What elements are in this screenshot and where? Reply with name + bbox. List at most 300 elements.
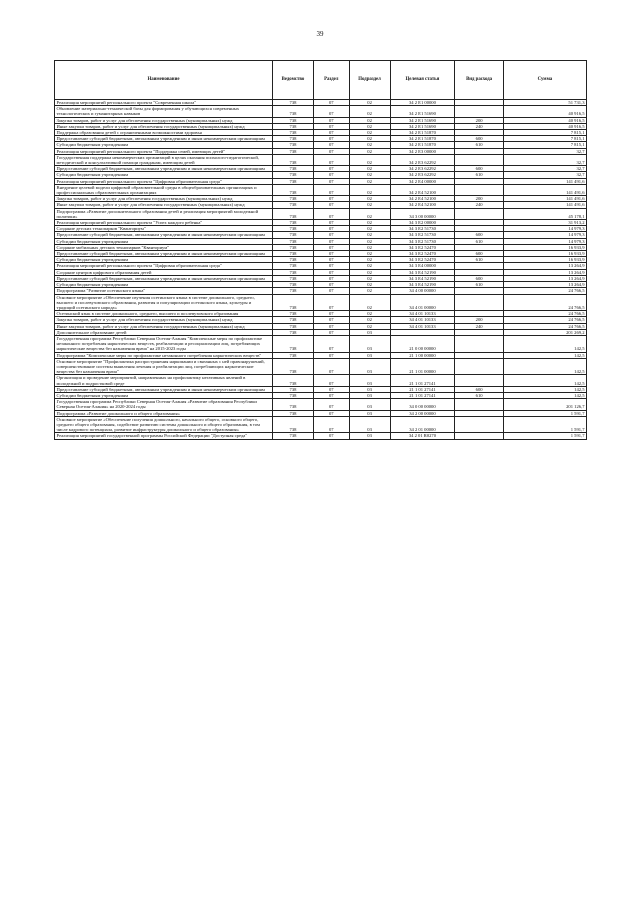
row-name: Создание центров цифрового образования детей xyxy=(55,269,273,275)
row-expense-type: 240 xyxy=(455,123,504,129)
row-target-article: 34 4 01 10133 xyxy=(390,311,455,317)
table-row xyxy=(55,154,587,165)
row-subsection: 03 xyxy=(349,352,390,358)
row-expense-type xyxy=(455,416,504,433)
row-subsection: 03 xyxy=(349,358,390,375)
header-section: Раздел xyxy=(313,61,349,100)
row-name: Подпрограмма "Комплексные меры по профилактике незаконного потребления наркотических веществ" xyxy=(55,352,273,358)
row-amount: 24 766,5 xyxy=(503,323,586,329)
row-amount: 14 979,3 xyxy=(503,226,586,232)
row-department: 738 xyxy=(272,269,313,275)
page-number: 39 xyxy=(316,30,324,38)
row-department: 738 xyxy=(272,178,313,184)
row-expense-type: 610 xyxy=(455,257,504,263)
row-section: 07 xyxy=(313,172,349,178)
row-section: 07 xyxy=(313,238,349,244)
row-section: 07 xyxy=(313,352,349,358)
row-target-article: 34 4 01 00000 xyxy=(390,294,455,311)
row-subsection: 03 xyxy=(349,416,390,433)
row-department: 738 xyxy=(272,433,313,439)
row-section: 07 xyxy=(313,226,349,232)
row-amount: 14 979,3 xyxy=(503,238,586,244)
row-name: Закупка товаров, работ и услуг для обеспечения государственных (муниципальных) нужд xyxy=(55,196,273,202)
row-target-article: 34 3 Е2 52470 xyxy=(390,244,455,250)
row-subsection: 02 xyxy=(349,232,390,238)
row-target-article: 34 2 Е4 52100 xyxy=(390,196,455,202)
row-department: 738 xyxy=(272,106,313,117)
row-section: 07 xyxy=(313,220,349,226)
row-name: Внедрение целевой модели цифровой образовательной среды в общеобразовательных организациях и профессиональных образовательных организациях xyxy=(55,184,273,195)
row-name: Субсидии бюджетным учреждениям xyxy=(55,392,273,398)
row-expense-type: 610 xyxy=(455,142,504,148)
row-name: Основное мероприятие «Обеспечение изучения осетинского языка в системе дошкольного, среднего, высшего и послевузовского образования, развития и популяризации осетинского языка, культуры и традиций осетинского народа» xyxy=(55,294,273,311)
budget-table xyxy=(54,60,587,440)
row-target-article: 34 3 00 00000 xyxy=(390,208,455,219)
row-subsection: 03 xyxy=(349,433,390,439)
row-target-article: 21 1 01 27141 xyxy=(390,392,455,398)
row-subsection: 02 xyxy=(349,130,390,136)
row-section: 07 xyxy=(313,275,349,281)
row-subsection: 02 xyxy=(349,166,390,172)
row-subsection: 03 xyxy=(349,375,390,386)
row-name: Основное мероприятие "Профилактика распространения наркомании и связанных с ней правонарушений, совершенствование системы выявления лечения и реабилитации лиц, потребляющих наркотические вещества без назначения врача" xyxy=(55,358,273,375)
row-amount: 24 766,5 xyxy=(503,294,586,311)
row-amount: 7 815,1 xyxy=(503,130,586,136)
row-department: 738 xyxy=(272,117,313,123)
row-name: Реализация мероприятий регионального проекта "Цифровая образовательная среда" xyxy=(55,263,273,269)
row-amount: 142,5 xyxy=(503,392,586,398)
row-expense-type: 200 xyxy=(455,117,504,123)
row-department: 738 xyxy=(272,358,313,375)
row-section: 07 xyxy=(313,232,349,238)
row-department: 738 xyxy=(272,220,313,226)
table-row xyxy=(55,294,587,311)
row-amount: 51 731,3 xyxy=(503,100,586,106)
row-expense-type xyxy=(455,335,504,352)
row-expense-type: 600 xyxy=(455,232,504,238)
row-expense-type: 600 xyxy=(455,166,504,172)
row-target-article: 34 3 Е2 00000 xyxy=(390,220,455,226)
row-department: 738 xyxy=(272,263,313,269)
row-name: Субсидии бюджетным учреждениям xyxy=(55,257,273,263)
table-row xyxy=(55,399,587,410)
row-department: 738 xyxy=(272,226,313,232)
row-section: 07 xyxy=(313,329,349,335)
row-section: 07 xyxy=(313,392,349,398)
row-department: 738 xyxy=(272,166,313,172)
row-name: Субсидии бюджетным учреждениям xyxy=(55,142,273,148)
row-subsection: 02 xyxy=(349,220,390,226)
row-expense-type xyxy=(455,184,504,195)
row-name: Государственная программа Республики Северная Осетия-Алания «Развитие образования Республики Северная Осетия-Алания» на 2020-2024 годы xyxy=(55,399,273,410)
row-section: 07 xyxy=(313,335,349,352)
row-target-article: 34 2 Е3 00000 xyxy=(390,148,455,154)
row-target-article: 34 2 01 00000 xyxy=(390,416,455,433)
row-section: 07 xyxy=(313,184,349,195)
row-section: 07 xyxy=(313,196,349,202)
row-amount: 24 766,5 xyxy=(503,317,586,323)
row-subsection: 02 xyxy=(349,208,390,219)
row-amount: 14 979,3 xyxy=(503,232,586,238)
row-section: 07 xyxy=(313,433,349,439)
row-amount: 142,5 xyxy=(503,386,586,392)
row-name: Предоставление субсидий бюджетным, автономным учреждениям и иным некоммерческим организациям xyxy=(55,232,273,238)
row-name: Поддержка образования детей с ограниченными возможностями здоровья xyxy=(55,130,273,136)
row-expense-type xyxy=(455,154,504,165)
row-target-article: 34 3 Е2 52470 xyxy=(390,257,455,263)
row-name: Подпрограмма "Развитие осетинского языка" xyxy=(55,288,273,294)
row-target-article: 21 1 01 27141 xyxy=(390,386,455,392)
row-target-article: 34 4 01 10133 xyxy=(390,323,455,329)
row-expense-type: 610 xyxy=(455,392,504,398)
row-amount: 1 591,7 xyxy=(503,410,586,416)
table-row xyxy=(55,208,587,219)
row-section: 07 xyxy=(313,154,349,165)
row-amount: 32,7 xyxy=(503,148,586,154)
row-amount: 31 913,2 xyxy=(503,220,586,226)
row-department: 738 xyxy=(272,375,313,386)
row-target-article: 34 2 Е1 00000 xyxy=(390,100,455,106)
row-section: 07 xyxy=(313,282,349,288)
row-section: 07 xyxy=(313,317,349,323)
row-section: 07 xyxy=(313,269,349,275)
row-amount: 16 933,9 xyxy=(503,244,586,250)
table-row xyxy=(55,358,587,375)
row-department: 738 xyxy=(272,352,313,358)
row-target-article: 21 0 00 00000 xyxy=(390,335,455,352)
row-name: Предоставление субсидий бюджетным, автономным учреждениям и иным некоммерческим организациям xyxy=(55,251,273,257)
row-target-article: 21 1 01 27141 xyxy=(390,375,455,386)
row-name: Государственная поддержка некоммерческих организаций в целях оказания психолого-педагогической, методической и консультативной помощи гражданам, имеющим детей xyxy=(55,154,273,165)
row-target-article: 21 1 01 00000 xyxy=(390,358,455,375)
table-row xyxy=(55,433,587,439)
row-amount: 13 264,9 xyxy=(503,275,586,281)
row-section: 07 xyxy=(313,202,349,208)
row-target-article: 34 3 Е4 52190 xyxy=(390,269,455,275)
row-department: 738 xyxy=(272,288,313,294)
row-department: 738 xyxy=(272,244,313,250)
row-subsection: 02 xyxy=(349,136,390,142)
row-amount: 40 916,5 xyxy=(503,117,586,123)
row-expense-type xyxy=(455,106,504,117)
row-department: 738 xyxy=(272,311,313,317)
table-row xyxy=(55,335,587,352)
row-amount: 201 269,2 xyxy=(503,329,586,335)
row-subsection: 02 xyxy=(349,275,390,281)
row-target-article: 34 2 Е1 51870 xyxy=(390,130,455,136)
row-target-article: 34 2 Е4 52100 xyxy=(390,202,455,208)
row-target-article: 34 2 Е4 00000 xyxy=(390,178,455,184)
row-name: Предоставление субсидий бюджетным, автономным учреждениям и иным некоммерческим организациям xyxy=(55,166,273,172)
row-expense-type: 200 xyxy=(455,196,504,202)
row-section: 07 xyxy=(313,294,349,311)
row-department: 738 xyxy=(272,202,313,208)
row-name: Реализация мероприятий регионального проекта "Цифровая образовательная среда" xyxy=(55,178,273,184)
row-target-article: 34 2 Е1 51870 xyxy=(390,142,455,148)
row-amount: 16 933,9 xyxy=(503,251,586,257)
row-name: Предоставление субсидий бюджетным, автономным учреждениям и иным некоммерческим организациям xyxy=(55,386,273,392)
row-section: 07 xyxy=(313,416,349,433)
row-subsection: 02 xyxy=(349,244,390,250)
row-expense-type: 610 xyxy=(455,282,504,288)
row-subsection: 02 xyxy=(349,317,390,323)
row-name: Предоставление субсидий бюджетным, автономным учреждениям и иным некоммерческим организациям xyxy=(55,136,273,142)
row-target-article: 34 2 Е1 51690 xyxy=(390,123,455,129)
row-department: 738 xyxy=(272,148,313,154)
row-subsection: 02 xyxy=(349,257,390,263)
row-name: Создание детских технопарков "Кванториум" xyxy=(55,226,273,232)
row-expense-type: 610 xyxy=(455,238,504,244)
row-subsection: 03 xyxy=(349,410,390,416)
row-department: 738 xyxy=(272,416,313,433)
row-section: 07 xyxy=(313,178,349,184)
row-department: 738 xyxy=(272,294,313,311)
row-subsection: 02 xyxy=(349,117,390,123)
row-expense-type: 600 xyxy=(455,386,504,392)
row-amount: 13 264,9 xyxy=(503,269,586,275)
row-amount: 7 815,1 xyxy=(503,142,586,148)
row-expense-type: 240 xyxy=(455,323,504,329)
row-amount: 45 178,1 xyxy=(503,208,586,219)
row-target-article: 34 3 Е2 51730 xyxy=(390,238,455,244)
row-amount: 13 264,9 xyxy=(503,282,586,288)
row-subsection: 03 xyxy=(349,386,390,392)
row-department: 738 xyxy=(272,100,313,106)
row-name: Иные закупки товаров, работ и услуг для обеспечения государственных (муниципальных) нужд xyxy=(55,202,273,208)
row-amount: 24 766,5 xyxy=(503,311,586,317)
row-subsection: 02 xyxy=(349,269,390,275)
row-amount: 141 491,6 xyxy=(503,184,586,195)
row-name: Реализация мероприятий регионального проекта "Поддержка семей, имеющих детей" xyxy=(55,148,273,154)
row-subsection: 02 xyxy=(349,238,390,244)
row-subsection: 02 xyxy=(349,263,390,269)
row-amount: 32,7 xyxy=(503,154,586,165)
row-section: 07 xyxy=(313,358,349,375)
row-target-article: 34 2 Е3 62292 xyxy=(390,172,455,178)
row-department: 738 xyxy=(272,184,313,195)
row-target-article: 34 2 Е4 52100 xyxy=(390,184,455,195)
row-department: 738 xyxy=(272,257,313,263)
row-subsection: 02 xyxy=(349,251,390,257)
header-target-article: Целевая статья xyxy=(390,61,455,100)
row-name: Реализация мероприятий государственной программы Российской Федерации "Доступная среда" xyxy=(55,433,273,439)
table-body xyxy=(55,100,587,440)
header-expense-type: Вид расхода xyxy=(455,61,504,100)
row-amount: 1 591,7 xyxy=(503,416,586,433)
row-expense-type xyxy=(455,375,504,386)
row-subsection: 02 xyxy=(349,178,390,184)
row-section: 07 xyxy=(313,288,349,294)
header-name: Наименование xyxy=(55,61,273,100)
row-department: 738 xyxy=(272,282,313,288)
row-amount: 32,7 xyxy=(503,172,586,178)
row-subsection: 02 xyxy=(349,142,390,148)
row-section: 07 xyxy=(313,100,349,106)
row-name: Подпрограмма «Развитие дошкольного и общего образования» xyxy=(55,410,273,416)
row-department: 738 xyxy=(272,275,313,281)
row-subsection: 02 xyxy=(349,226,390,232)
row-subsection: 02 xyxy=(349,154,390,165)
row-name: Основное мероприятие «Обеспечение получения дошкольного, начального общего, основного общего, среднего общего образования, содействие развитию системы дошкольного и общего образования, в том числе кадрового потенциала, развитие инфраструктуры дошкольного и общего образования» xyxy=(55,416,273,433)
row-expense-type xyxy=(455,358,504,375)
table-row xyxy=(55,184,587,195)
row-expense-type: 600 xyxy=(455,251,504,257)
row-amount: 16 933,9 xyxy=(503,257,586,263)
row-department: 738 xyxy=(272,410,313,416)
row-name: Государственная программа Республики Северная Осетия-Алания "Комплексные меры по профилактике незаконного потребления наркотических веществ, реабилитации и ресоциализации лиц, потребляющих наркотические вещества без назначения врача" на 2015-2023 годы xyxy=(55,335,273,352)
row-expense-type xyxy=(455,208,504,219)
row-section: 07 xyxy=(313,410,349,416)
table-header-row xyxy=(55,61,587,100)
header-amount: Сумма xyxy=(503,61,586,100)
table-row xyxy=(55,375,587,386)
row-name: Иные закупки товаров, работ и услуг для обеспечения государственных (муниципальных) нужд xyxy=(55,323,273,329)
row-expense-type xyxy=(455,294,504,311)
row-department: 738 xyxy=(272,123,313,129)
row-subsection: 03 xyxy=(349,392,390,398)
row-name: Реализация мероприятий регионального проекта "Успех каждого ребенка" xyxy=(55,220,273,226)
row-expense-type: 600 xyxy=(455,136,504,142)
row-department: 738 xyxy=(272,317,313,323)
row-section: 07 xyxy=(313,323,349,329)
row-section: 07 xyxy=(313,399,349,410)
row-target-article: 34 3 Е4 00000 xyxy=(390,263,455,269)
row-amount: 142,5 xyxy=(503,375,586,386)
row-target-article: 34 3 Е2 51730 xyxy=(390,226,455,232)
row-amount: 142,5 xyxy=(503,358,586,375)
row-amount: 141 491,6 xyxy=(503,202,586,208)
row-target-article: 34 2 Е1 51690 xyxy=(390,106,455,117)
row-subsection: 02 xyxy=(349,123,390,129)
row-target-article: 34 2 Е1 51690 xyxy=(390,117,455,123)
row-section: 07 xyxy=(313,136,349,142)
row-amount: 141 491,6 xyxy=(503,178,586,184)
row-subsection: 02 xyxy=(349,184,390,195)
row-target-article: 34 2 Е1 51870 xyxy=(390,136,455,142)
row-subsection: 02 xyxy=(349,311,390,317)
row-section: 07 xyxy=(313,208,349,219)
row-department: 738 xyxy=(272,130,313,136)
row-department: 738 xyxy=(272,232,313,238)
row-section: 07 xyxy=(313,386,349,392)
row-section: 07 xyxy=(313,142,349,148)
row-section: 07 xyxy=(313,148,349,154)
row-department: 738 xyxy=(272,208,313,219)
row-expense-type: 600 xyxy=(455,275,504,281)
row-subsection: 02 xyxy=(349,196,390,202)
row-subsection: 03 xyxy=(349,329,390,335)
row-expense-type: 240 xyxy=(455,202,504,208)
row-section: 07 xyxy=(313,375,349,386)
row-name: Предоставление субсидий бюджетным, автономным учреждениям и иным некоммерческим организациям xyxy=(55,275,273,281)
row-section: 07 xyxy=(313,257,349,263)
row-amount: 40 916,5 xyxy=(503,106,586,117)
row-subsection: 03 xyxy=(349,399,390,410)
row-name: Осетинский язык в системе дошкольного, среднего, высшего и послевузовского образования xyxy=(55,311,273,317)
row-subsection: 02 xyxy=(349,106,390,117)
row-department: 738 xyxy=(272,238,313,244)
row-name: Закупка товаров, работ и услуг для обеспечения государственных (муниципальных) нужд xyxy=(55,317,273,323)
row-subsection: 02 xyxy=(349,148,390,154)
row-subsection: 02 xyxy=(349,202,390,208)
row-subsection: 02 xyxy=(349,172,390,178)
row-expense-type: 610 xyxy=(455,172,504,178)
header-department: Ведомство xyxy=(272,61,313,100)
row-target-article: 34 3 Е2 51730 xyxy=(390,232,455,238)
row-section: 07 xyxy=(313,166,349,172)
row-amount: 142,5 xyxy=(503,352,586,358)
row-subsection: 02 xyxy=(349,323,390,329)
row-name: Реализация мероприятий регионального проекта "Современная школа" xyxy=(55,100,273,106)
row-department: 738 xyxy=(272,251,313,257)
row-expense-type xyxy=(455,433,504,439)
row-amount: 1 591,7 xyxy=(503,433,586,439)
row-target-article: 34 0 00 00000 xyxy=(390,399,455,410)
row-department: 738 xyxy=(272,335,313,352)
row-department: 738 xyxy=(272,142,313,148)
row-expense-type xyxy=(455,399,504,410)
table-row xyxy=(55,416,587,433)
row-name: Создание мобильных детских технопарков "Кванториум" xyxy=(55,244,273,250)
row-target-article: 34 2 Е3 62292 xyxy=(390,166,455,172)
row-name: Закупка товаров, работ и услуг для обеспечения государственных (муниципальных) нужд xyxy=(55,117,273,123)
row-target-article: 34 3 Е4 52190 xyxy=(390,282,455,288)
row-name: Субсидии бюджетным учреждениям xyxy=(55,172,273,178)
row-department: 738 xyxy=(272,196,313,202)
row-subsection: 02 xyxy=(349,282,390,288)
row-target-article: 34 3 Е2 52470 xyxy=(390,251,455,257)
row-subsection: 02 xyxy=(349,100,390,106)
row-section: 07 xyxy=(313,251,349,257)
row-department: 738 xyxy=(272,386,313,392)
row-section: 07 xyxy=(313,130,349,136)
row-subsection: 03 xyxy=(349,335,390,352)
row-target-article: 34 2 00 00000 xyxy=(390,410,455,416)
row-department: 738 xyxy=(272,323,313,329)
row-target-article: 34 2 Е3 62292 xyxy=(390,154,455,165)
row-amount: 142,5 xyxy=(503,335,586,352)
row-section: 07 xyxy=(313,123,349,129)
row-section: 07 xyxy=(313,244,349,250)
row-department: 738 xyxy=(272,392,313,398)
row-department: 738 xyxy=(272,329,313,335)
row-name: Организация и проведение мероприятий, направленных на профилактику негативных явлений в молодежной и подростковой среде xyxy=(55,375,273,386)
row-department: 738 xyxy=(272,172,313,178)
header-subsection: Подраздел xyxy=(349,61,390,100)
row-section: 07 xyxy=(313,263,349,269)
row-section: 07 xyxy=(313,311,349,317)
row-expense-type: 200 xyxy=(455,317,504,323)
row-department: 738 xyxy=(272,399,313,410)
row-amount: 7 815,1 xyxy=(503,136,586,142)
row-department: 738 xyxy=(272,136,313,142)
row-name: Субсидии бюджетным учреждениям xyxy=(55,238,273,244)
row-target-article: 34 4 00 00000 xyxy=(390,288,455,294)
row-target-article: 21 1 00 00000 xyxy=(390,352,455,358)
row-section: 07 xyxy=(313,117,349,123)
row-subsection: 02 xyxy=(349,288,390,294)
row-amount: 40 916,5 xyxy=(503,123,586,129)
row-name: Иные закупки товаров, работ и услуг для обеспечения государственных (муниципальных) нужд xyxy=(55,123,273,129)
row-target-article: 34 3 Е4 52190 xyxy=(390,275,455,281)
row-name: Обновление материально-технической базы для формирования у обучающихся современных технологических и гуманитарных навыков xyxy=(55,106,273,117)
row-department: 738 xyxy=(272,154,313,165)
row-name: Дополнительное образование детей xyxy=(55,329,273,335)
row-section: 07 xyxy=(313,106,349,117)
row-amount: 13 264,9 xyxy=(503,263,586,269)
row-amount: 32,7 xyxy=(503,166,586,172)
row-name: Подпрограмма «Развитие дополнительного образования детей и реализация мероприятий молодежной политики» xyxy=(55,208,273,219)
